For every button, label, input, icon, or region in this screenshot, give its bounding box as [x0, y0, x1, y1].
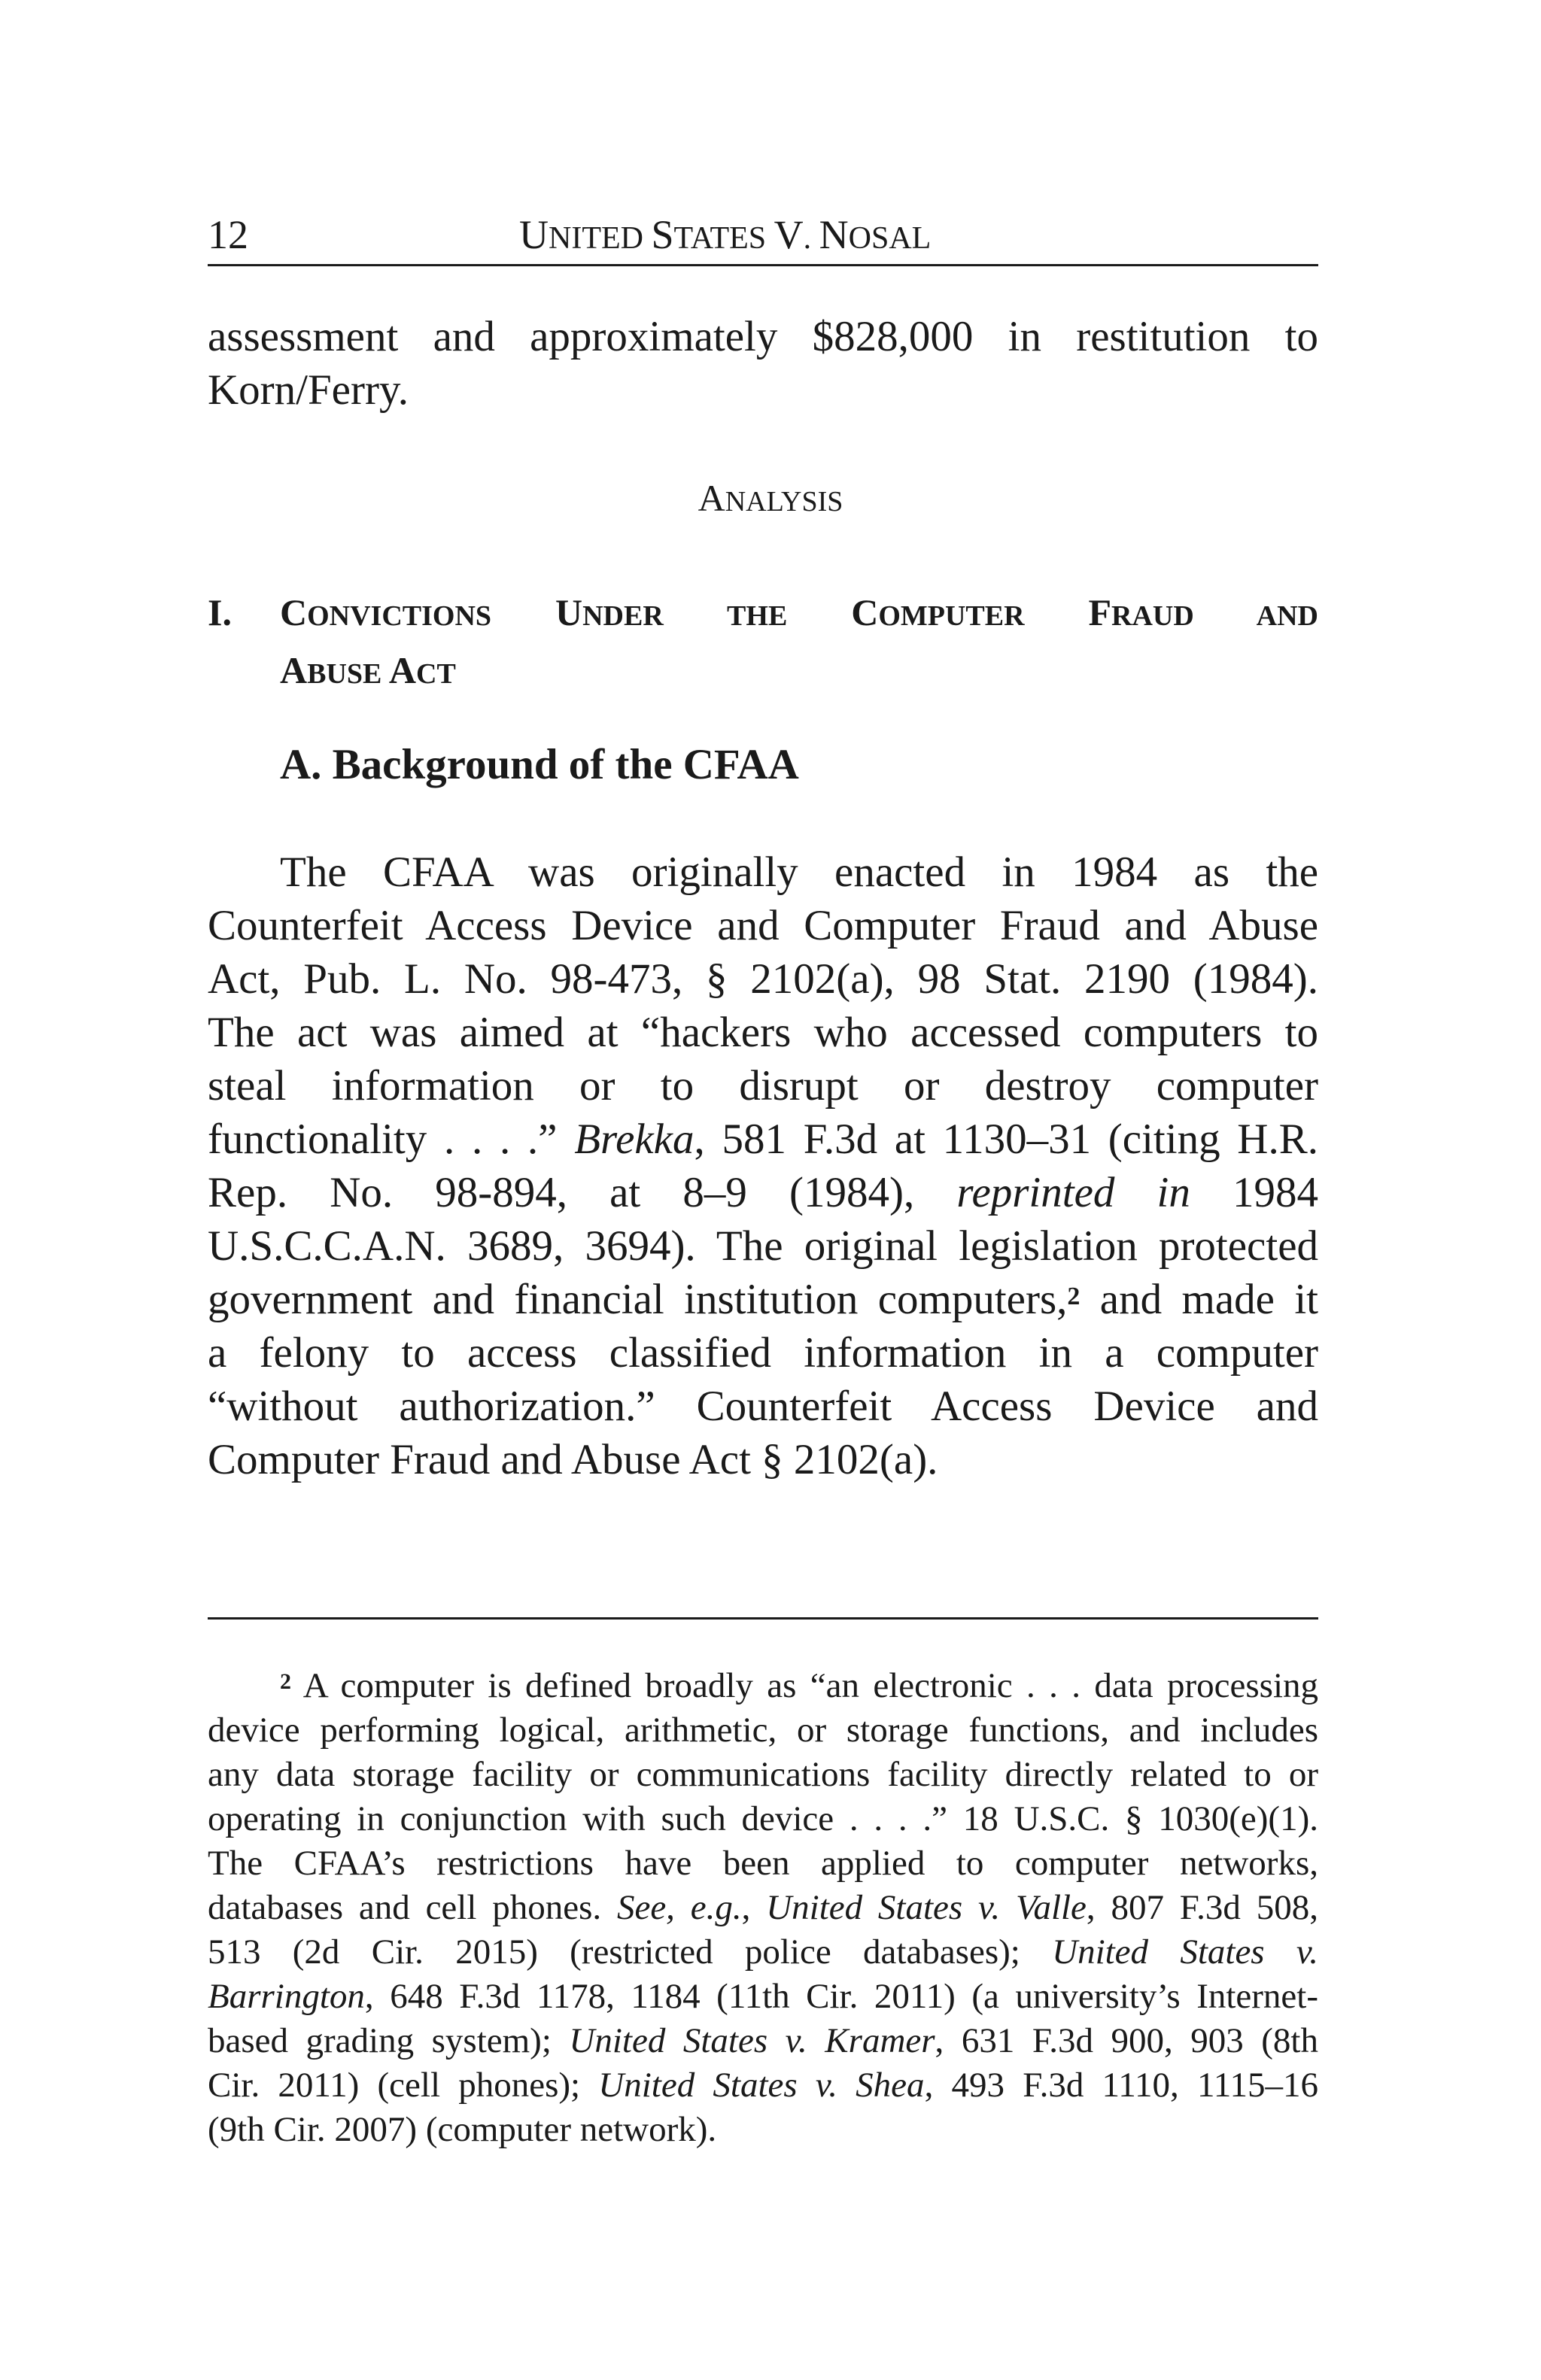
text-line: functionality . . . .” Brekka, 581 F.3d at 1130–31 (citing H.R. [208, 1116, 1318, 1163]
case-title: UNITED STATES V. NOSAL [519, 212, 932, 257]
footnote-line: The CFAA’s restrictions have been applied to computer networks, [208, 1844, 1318, 1883]
footnote-marker: 2 [280, 1669, 291, 1694]
text-line: Computer Fraud and Abuse Act § 2102(a). [208, 1436, 938, 1483]
footnote-line: device performing logical, arithmetic, or storage functions, and includes [208, 1711, 1318, 1750]
text-line: U.S.C.C.A.N. 3689, 3694). The original legislation protected [208, 1222, 1318, 1270]
text-line: Act, Pub. L. No. 98-473, § 2102(a), 98 Stat. 2190 (1984). [208, 955, 1318, 1003]
body-paragraph [208, 845, 1318, 1486]
footnote-line: (9th Cir. 2007) (computer network). [208, 2110, 717, 2149]
text-line: The CFAA was originally enacted in 1984 as the [280, 848, 1318, 896]
text-line: steal information or to disrupt or destroy computer [208, 1062, 1318, 1110]
footnote-line: Barrington, 648 F.3d 1178, 1184 (11th Cir. 2011) (a university’s Internet- [208, 1977, 1318, 2016]
footnote-line: based grading system); United States v. Kramer, 631 F.3d 900, 903 (8th [208, 2021, 1318, 2060]
footnote-2 [208, 1664, 1318, 2152]
text-line: a felony to access classified information in a computer [208, 1329, 1318, 1377]
page-number: 12 [208, 212, 248, 257]
text-line: Korn/Ferry. [208, 366, 409, 414]
text-line: Rep. No. 98-894, at 8–9 (1984), reprinted in 1984 [208, 1169, 1319, 1216]
text-line: The act was aimed at “hackers who accessed computers to [208, 1009, 1318, 1056]
running-header [208, 212, 1318, 266]
subsection-A-heading: A. Background of the CFAA [280, 741, 799, 788]
text-line: Counterfeit Access Device and Computer Fraud and Abuse [208, 902, 1318, 949]
text-line: assessment and approximately $828,000 in restitution to [208, 313, 1318, 360]
section-number: I. [208, 591, 232, 633]
footnote-line: 513 (2d Cir. 2015) (restricted police databases); United States v. [208, 1932, 1318, 1972]
footnote-line: Cir. 2011) (cell phones); United States v. Shea, 493 F.3d 1110, 1115–16 [208, 2066, 1319, 2105]
footnote-line: $^2$ A computer is defined broadly as “an electronic . . . data processing [280, 1666, 1318, 1705]
text-line: government and financial institution computers,$^2$ and made it [208, 1276, 1318, 1323]
footnote-line: databases and cell phones. See, e.g., United States v. Valle, 807 F.3d 508, [208, 1888, 1318, 1927]
section-title: CONVICTIONS UNDER THE COMPUTER FRAUD AND ABUSE ACT [280, 591, 1318, 691]
footnote-line: any data storage facility or communications facility directly related to or [208, 1755, 1318, 1794]
analysis-heading: ANALYSIS [698, 477, 843, 519]
text-line: “without authorization.” Counterfeit Access Device and [208, 1383, 1318, 1430]
footnote-divider [208, 1617, 1318, 1620]
footnote-line: operating in conjunction with such device . . . .” 18 U.S.C. § 1030(e)(1). [208, 1799, 1318, 1838]
footnote-reference[interactable]: 2 [1067, 1283, 1081, 1310]
intro-paragraph [208, 310, 1318, 417]
